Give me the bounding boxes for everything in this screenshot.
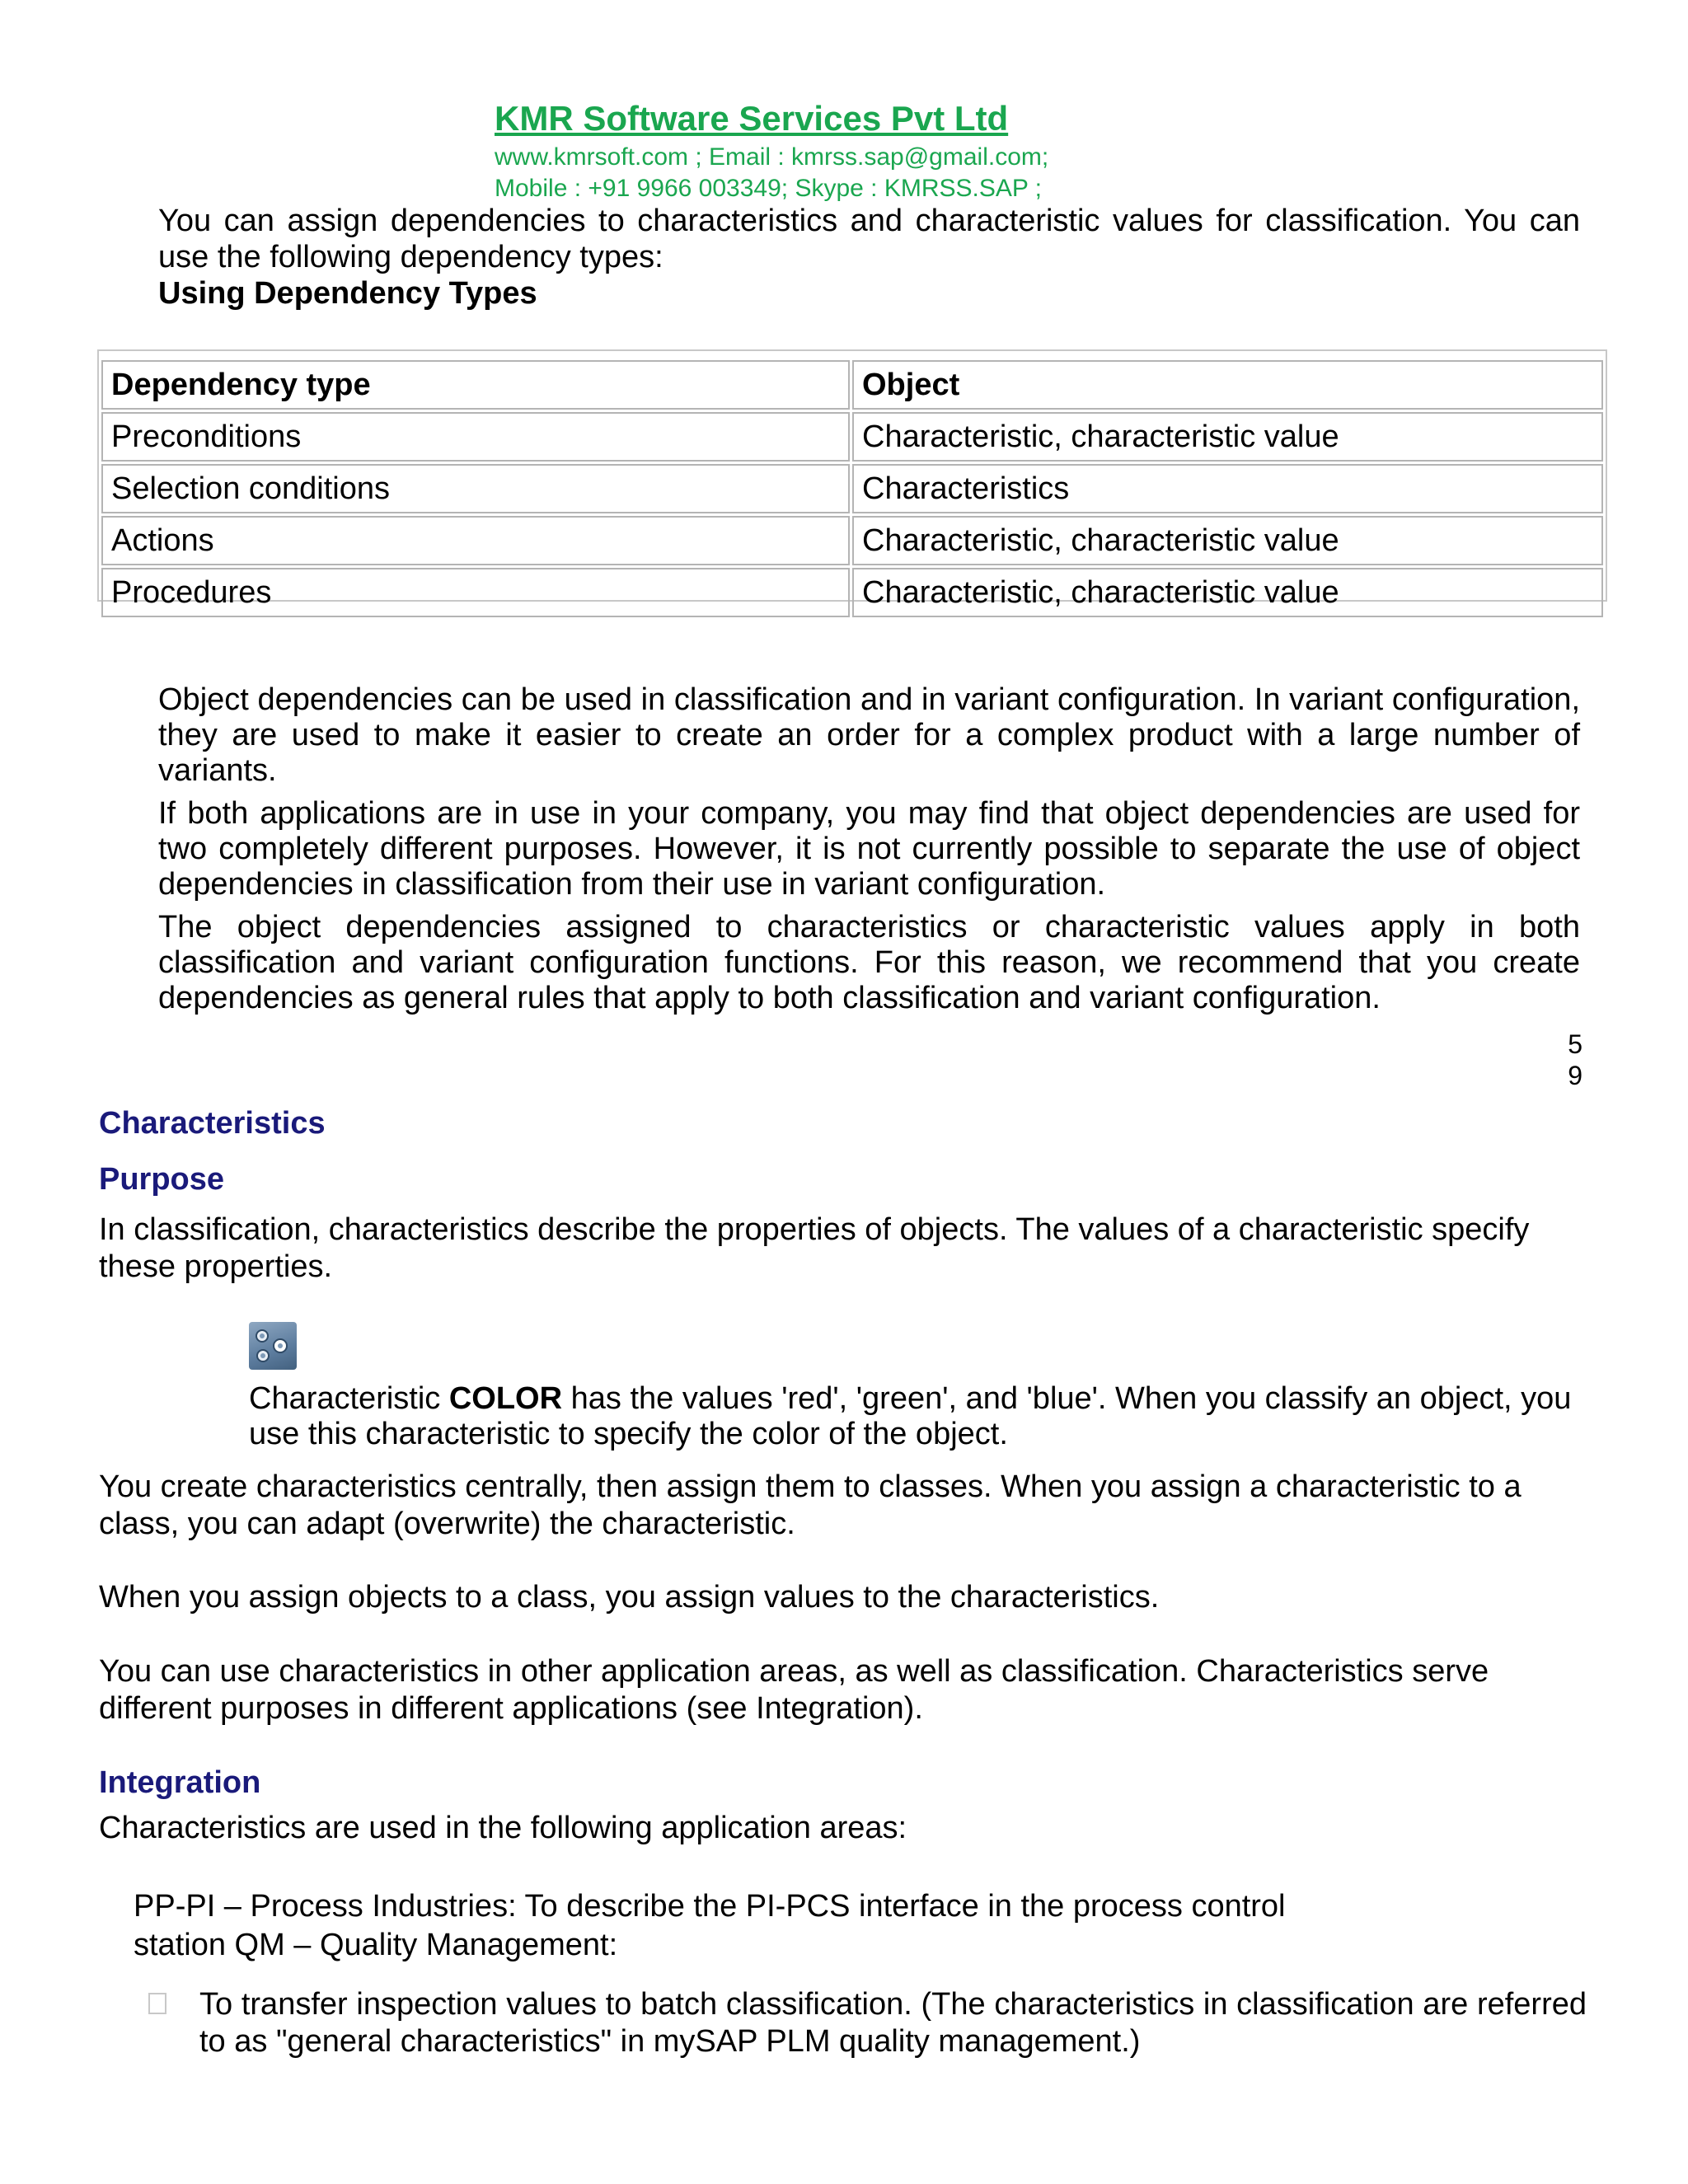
example-suffix: has the values 'red', 'green', and 'blue'. When you classify an object, you use this characteristic to specify the color of the object. [249, 1381, 1572, 1451]
company-contact-line-1: www.kmrsoft.com ; Email : kmrss.sap@gmail.com; [495, 143, 1049, 171]
pp-pi-text [134, 1887, 1535, 1965]
table-row [101, 412, 1603, 462]
paragraph-general-rules: The object dependencies assigned to characteristics or characteristic values apply in both classification and variant configuration functions. For this reason, we recommend that you create dependencies as general rules that apply to both classification and variant configuration. [158, 910, 1580, 1015]
page-number-line-1: 5 [1568, 1029, 1582, 1059]
company-contact-line-2: Mobile : +91 9966 003349; Skype : KMRSS.SAP ; [495, 175, 1043, 202]
table-cell-object: Characteristics [852, 464, 1603, 513]
example-text [249, 1381, 1588, 1452]
checkbox-bullet-icon [148, 1993, 166, 2014]
characteristics-heading: Characteristics [99, 1106, 326, 1141]
example-bold-color: COLOR [448, 1381, 563, 1416]
table-header-dependency-type: Dependency type [101, 360, 850, 410]
example-icon [249, 1322, 297, 1370]
pp-pi-line-1: PP-PI – Process Industries: To describe the PI-PCS interface in the process control [134, 1889, 1286, 1924]
paragraph-both-applications: If both applications are in use in your company, you may find that object dependencies are used for two completely different purposes. However, it is not currently possible to separate the use of object dependencies in classification from their use in variant configuration. [158, 796, 1580, 902]
pp-pi-line-2: station QM – Quality Management: [134, 1928, 618, 1962]
table-cell-object: Characteristic, characteristic value [852, 568, 1603, 617]
dependency-types-heading: Using Dependency Types [158, 276, 537, 311]
table-row [101, 568, 1603, 617]
page-number [1558, 1029, 1582, 1091]
table-cell-dependency-type: Preconditions [101, 412, 850, 462]
intro-text: You can assign dependencies to characteristics and characteristic values for classification. You can use the following dependency types: [158, 204, 1580, 274]
purpose-heading: Purpose [99, 1162, 225, 1197]
page-number-line-2: 9 [1568, 1061, 1582, 1090]
integration-heading: Integration [99, 1765, 261, 1800]
table-row [101, 464, 1603, 513]
other-areas-text: You can use characteristics in other application areas, as well as classification. Characteristics serve different purposes in different applications (see Integration). [99, 1654, 1489, 1726]
table-header-object: Object [852, 360, 1603, 410]
purpose-text: In classification, characteristics describe the properties of objects. The values of a characteristic specify these properties. [99, 1212, 1530, 1284]
paragraph-object-dependencies: Object dependencies can be used in classification and in variant configuration. In variant configuration, they are used to make it easier to create an order for a complex product with a large number of variants. [158, 682, 1580, 788]
table-cell-object: Characteristic, characteristic value [852, 412, 1603, 462]
create-characteristics-text: You create characteristics centrally, then assign them to classes. When you assign a characteristic to a class, you can adapt (overwrite) the characteristic. [99, 1469, 1522, 1541]
company-name: KMR Software Services Pvt Ltd [495, 99, 1009, 138]
table-row [101, 516, 1603, 565]
table-cell-dependency-type: Actions [101, 516, 850, 565]
qm-bullet-text: To transfer inspection values to batch classification. (The characteristics in classification are referred to as "general characteristics" in mySAP PLM quality management.) [199, 1987, 1587, 2059]
assign-objects-text: When you assign objects to a class, you assign values to the characteristics. [99, 1580, 1160, 1615]
example-prefix: Characteristic [249, 1381, 449, 1416]
table-cell-dependency-type: Selection conditions [101, 464, 850, 513]
table-header-row [101, 360, 1603, 410]
integration-intro: Characteristics are used in the following application areas: [99, 1811, 907, 1845]
table-cell-object: Characteristic, characteristic value [852, 516, 1603, 565]
table-cell-dependency-type: Procedures [101, 568, 850, 617]
dependency-table [97, 349, 1607, 610]
